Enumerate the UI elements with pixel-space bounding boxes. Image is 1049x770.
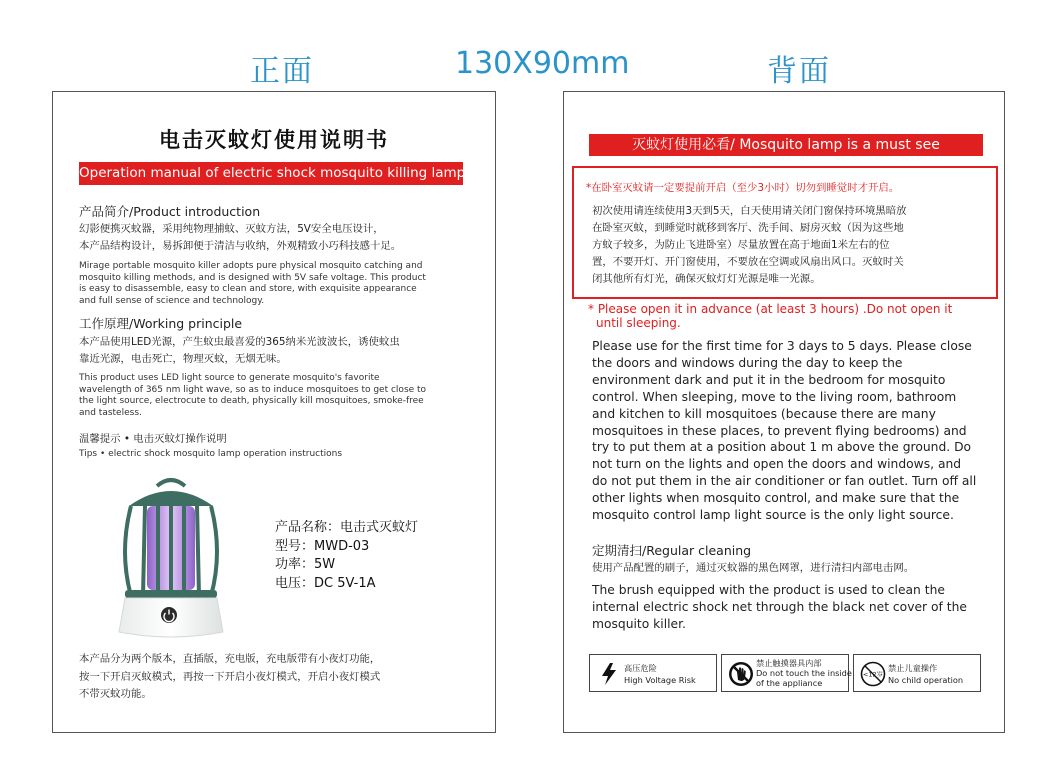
spec-voltage: 电压：DC 5V-1A: [275, 575, 376, 591]
warning-zh: 高压危险: [624, 663, 657, 673]
intro-en: [79, 261, 479, 307]
notice-zh-line: 在卧室灭蚊，到睡觉时就移到客厅、洗手间、厨房灭蚊（因为这些地: [592, 222, 904, 234]
intro-zh-line: 幻影便携灭蚊器，采用纯物理捕蚊、灭蚊方法，5V安全电压设计，: [79, 223, 384, 235]
no-touch-icon: [728, 661, 754, 687]
principle-en: [79, 373, 479, 419]
cleaning-heading: 定期清扫/Regular cleaning: [592, 543, 752, 558]
front-page: [52, 91, 496, 733]
manual-title: 电击灭蚊灯使用说明书: [159, 128, 389, 152]
warning-zh: 禁止儿童操作: [888, 663, 938, 673]
usage-en-line: mosquito control lamp light source is the only light source.: [592, 508, 954, 523]
intro-zh-line: 本产品结构设计，易拆卸便于清洁与收纳，外观精致小巧科技感十足。: [79, 240, 402, 252]
size-label: 130X90mm: [455, 46, 630, 81]
intro-heading: 产品简介/Product introduction: [79, 204, 261, 219]
no-child-icon-text: <12岁: [862, 670, 884, 679]
warning-en: No child operation: [888, 675, 964, 685]
warning-en: Do not touch the inside: [756, 668, 852, 678]
usage-en-line: do not put them in the air conditioner or fan outlet. Turn off all: [592, 474, 977, 489]
principle-heading: 工作原理/Working principle: [79, 316, 243, 331]
notice-zh-line: 方蚊子较多，为防止飞进卧室）尽量放置在高于地面1米左右的位: [592, 239, 890, 251]
advance-notice-line: * Please open it in advance (at least 3 hours) .Do not open it: [588, 302, 953, 316]
warning-en: of the appliance: [756, 678, 823, 688]
back-side-label: 背面: [767, 54, 831, 89]
spec-model: 型号：MWD-03: [275, 538, 370, 554]
warning-zh: 禁止触摸器具内部: [756, 658, 822, 668]
usage-en-line: mosquitoes in these places, to prevent flying bedrooms) and: [592, 423, 967, 438]
warning-no-touch: [721, 654, 852, 692]
usage-en-line: other lights when mosquito control, and make sure that the: [592, 491, 960, 506]
usage-en-line: and kitchen to kill mosquitoes (because there are many: [592, 406, 936, 421]
notice-zh-line: 闭其他所有灯光，确保灭蚊灯灯光源是唯一光源。: [592, 273, 821, 285]
product-specs: [275, 519, 418, 593]
notice-zh-line: 初次使用请连续使用3天到5天，白天使用请关闭门窗保持环境黑暗放: [592, 205, 907, 217]
usage-en: [592, 338, 992, 524]
usage-en-line: try to put them at a position about 1 m above the ground. Do: [592, 440, 972, 455]
high-voltage-icon: [596, 661, 622, 687]
usage-en-line: Please use for the first time for 3 days to 5 days. Please close: [592, 339, 972, 353]
principle-zh-line: 靠近光源，电击死亡，物理灭蚊，无烟无味。: [79, 353, 287, 365]
principle-zh: [79, 334, 479, 368]
intro-en-line: Mirage portable mosquito killer adopts pure physical mosquito catching and: [79, 261, 423, 271]
usage-en-line: control. When sleeping, move to the living room, bathroom: [592, 389, 957, 404]
warning-high-voltage: [589, 654, 717, 692]
intro-en-line: and full sense of science and technology.: [79, 295, 265, 306]
principle-zh-line: 本产品使用LED光源，产生蚊虫最喜爱的365纳米光波波长，诱使蚊虫: [79, 336, 400, 348]
bedroom-notice-red: *在卧室灭蚊请一定要提前开启（至少3小时）切勿到睡觉时才开启。: [586, 182, 900, 194]
warning-no-child: [853, 654, 981, 692]
versions-line: 按一下开启灭蚊模式，再按一下开启小夜灯模式，开启小夜灯模式: [79, 670, 381, 683]
warning-labels: [589, 654, 981, 692]
cleaning-en-line: mosquito killer.: [592, 616, 686, 631]
warning-en: High Voltage Risk: [624, 675, 696, 685]
front-side-label: 正面: [250, 54, 314, 89]
principle-en-line: the light source, electrocute to death, physically kill mosquitoes, smoke-free: [79, 396, 424, 406]
tips-zh: 温馨提示 • 电击灭蚊灯操作说明: [79, 433, 227, 445]
versions-line: 本产品分为两个版本，直插版，充电版，充电版带有小夜灯功能，: [79, 653, 381, 665]
lamp-illustration: [111, 472, 231, 640]
tips-en: Tips • electric shock mosquito lamp operation instructions: [79, 449, 343, 459]
usage-en-line: environment dark and put it in the bedroom for mosquito: [592, 372, 946, 387]
cleaning-en-line: internal electric shock net through the black net cover of the: [592, 599, 967, 614]
principle-en-line: wavelength of 365 nm light wave, so as to induce mosquitoes to get close to: [79, 384, 427, 395]
spec-power: 功率：5W: [275, 557, 336, 572]
cleaning-en: [592, 582, 992, 633]
intro-zh: [79, 221, 479, 255]
versions-line: 不带灭蚊功能。: [79, 688, 152, 700]
intro-en-line: is easy to disassemble, easy to clean and store, with exquisite appearance: [79, 284, 417, 294]
notice-zh: [592, 203, 988, 288]
cleaning-en-line: The brush equipped with the product is used to clean the: [592, 583, 945, 597]
principle-en-line: This product uses LED light source to generate mosquito's favorite: [79, 373, 380, 383]
versions-text: [79, 651, 489, 704]
cleaning-zh: 使用产品配置的刷子，通过灭蚊器的黑色网罩，进行清扫内部电击网。: [592, 562, 915, 574]
manual-subtitle-banner: Operation manual of electric shock mosquito killing lamp: [79, 162, 463, 185]
notice-zh-line: 置，不要开灯、开门窗使用，不要放在空调或风扇出风口。灭蚊时关: [592, 256, 904, 268]
must-see-banner: 灭蚊灯使用必看/ Mosquito lamp is a must see: [589, 134, 983, 156]
usage-en-line: not turn on the lights and open the doors and windows, and: [592, 457, 962, 472]
usage-en-line: the doors and windows during the day to keep the: [592, 355, 903, 370]
spec-product-name: 产品名称：电击式灭蚊灯: [275, 520, 419, 535]
advance-notice-line: until sleeping.: [596, 316, 681, 330]
principle-en-line: and tasteless.: [79, 407, 142, 418]
back-page: [563, 91, 1005, 733]
intro-en-line: mosquito killing methods, and is designed with 5V safe voltage. This product: [79, 272, 426, 283]
no-child-icon: [860, 661, 886, 687]
advance-notice-en: [588, 302, 988, 330]
